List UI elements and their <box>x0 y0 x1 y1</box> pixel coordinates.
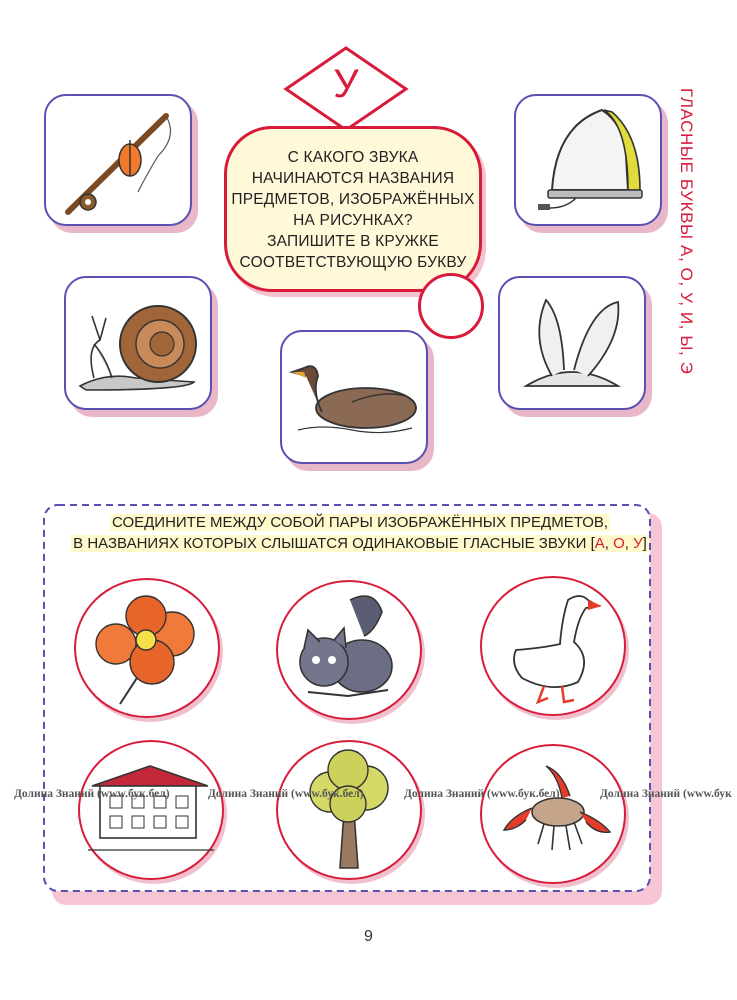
picture-tile-duck[interactable] <box>280 330 428 464</box>
question-line-1: С КАКОГО ЗВУКА <box>287 149 419 166</box>
iron-icon <box>516 96 660 224</box>
fishing-rod-icon <box>46 96 190 224</box>
side-section-title <box>676 88 706 388</box>
picture-tile-fishing-rod[interactable] <box>44 94 192 226</box>
picture-circle-crayfish[interactable] <box>480 744 626 884</box>
picture-circle-goose[interactable] <box>480 576 626 716</box>
picture-tile-snail[interactable] <box>64 276 212 410</box>
instruction-text <box>60 512 660 554</box>
question-line-6: СООТВЕТСТВУЮЩУЮ БУКВУ <box>239 254 467 271</box>
question-line-4: НА РИСУНКАХ? <box>293 212 413 229</box>
house-icon <box>80 742 222 878</box>
page-number: 9 <box>364 928 373 945</box>
crayfish-icon <box>482 746 624 882</box>
separator: , <box>604 535 614 552</box>
watermark-2: Долина Знаний (www.бук.бел) <box>208 788 364 800</box>
question-line-3: ПРЕДМЕТОВ, ИЗОБРАЖЁННЫХ <box>231 191 475 208</box>
bracket-open: [ <box>590 535 595 552</box>
rabbit-ears-icon <box>500 278 644 408</box>
picture-circle-poppy[interactable] <box>74 578 220 718</box>
vowel-a: А <box>594 535 605 552</box>
picture-circle-house[interactable] <box>78 740 224 880</box>
goose-icon <box>482 578 624 714</box>
separator: , <box>624 535 634 552</box>
question-bubble <box>224 126 482 292</box>
letter-diamond <box>282 44 410 134</box>
snail-icon <box>66 278 210 408</box>
question-line-5: ЗАПИШИТЕ В КРУЖКЕ <box>267 233 439 250</box>
instruction-line-2: В НАЗВАНИЯХ КОТОРЫХ СЛЫШАТСЯ ОДИНАКОВЫЕ ГЛАСНЫЕ ЗВУКИ <box>73 535 587 552</box>
instruction-line-1: СОЕДИНИТЕ МЕЖДУ СОБОЙ ПАРЫ ИЗОБРАЖЁННЫХ ПРЕДМЕТОВ, <box>111 514 609 531</box>
bracket-close: ] <box>642 535 647 552</box>
poppy-icon <box>76 580 218 716</box>
vowel-u: У <box>633 535 643 552</box>
picture-circle-tree[interactable] <box>276 740 422 880</box>
vowel-o: О <box>613 535 625 552</box>
side-title-text: ГЛАСНЫЕ БУКВЫ А, О, У, И, Ы, Э <box>677 88 696 375</box>
watermark-4: Долина Знаний (www.бук <box>600 788 732 800</box>
letter-u: У <box>333 62 359 106</box>
watermark-1: Долина Знаний (www.бук.бел) <box>14 788 170 800</box>
cat-icon <box>278 582 420 718</box>
picture-tile-rabbit-ears[interactable] <box>498 276 646 410</box>
picture-tile-iron[interactable] <box>514 94 662 226</box>
answer-circle[interactable] <box>418 273 484 339</box>
watermark-3: Долина Знаний (www.бук.бел) <box>404 788 560 800</box>
tree-icon <box>278 742 420 878</box>
picture-circle-cat[interactable] <box>276 580 422 720</box>
question-line-2: НАЧИНАЮТСЯ НАЗВАНИЯ <box>251 170 455 187</box>
duck-icon <box>282 332 426 462</box>
